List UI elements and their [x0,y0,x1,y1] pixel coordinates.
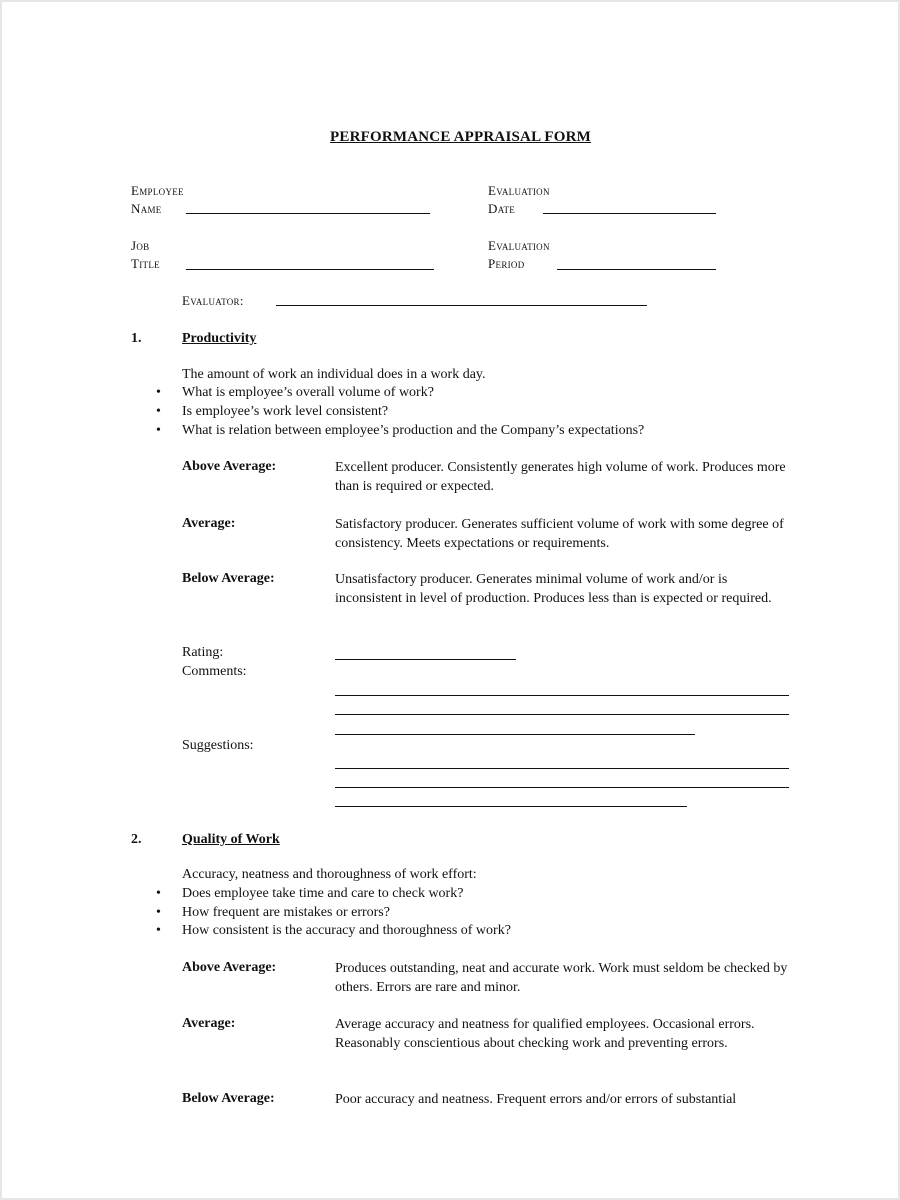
level-label-below-average: Below Average: [182,1091,275,1106]
evaluator-field[interactable] [276,305,647,306]
section-intro: Accuracy, neatness and thoroughness of work effort: [182,867,477,882]
level-desc-above-average: Excellent producer. Consistently generates high volume of work. Produces more than is required or expected. [335,460,786,494]
suggestions-line[interactable] [335,768,789,769]
employee-label-line2: Name [131,201,162,216]
evaluation-date-label-line1: Evaluation [488,183,550,198]
suggestions-line[interactable] [335,787,789,788]
level-desc-below-average: Poor accuracy and neatness. Frequent errors and/or errors of substantial [335,1092,737,1107]
level-label-above-average: Above Average: [182,960,277,975]
section-number: 2. [131,832,142,847]
comments-label: Comments: [182,664,247,679]
bullet-glyph: • [156,404,161,419]
evaluation-date-label-line2: Date [488,201,516,216]
employee-name-field[interactable] [186,213,430,214]
job-title-field[interactable] [186,269,434,270]
section-title-productivity: Productivity [182,331,257,346]
form-title: PERFORMANCE APPRAISAL FORM [330,129,592,145]
evaluation-period-field[interactable] [557,269,716,270]
rating-label: Rating: [182,645,224,660]
comments-line[interactable] [335,734,695,735]
evaluation-period-label-line1: Evaluation [488,238,550,253]
level-label-average: Average: [182,516,236,531]
comments-line[interactable] [335,695,789,696]
evaluation-period-label-line2: Period [488,256,525,271]
level-desc-average: Satisfactory producer. Generates sufficient volume of work with some degree of consistency. Meets expectations or requirements. [335,517,784,551]
bullet-glyph: • [156,905,161,920]
bullet-item: How frequent are mistakes or errors? [182,905,390,920]
bullet-item: How consistent is the accuracy and thoroughness of work? [182,923,511,938]
bullet-item: Does employee take time and care to check work? [182,886,464,901]
bullet-glyph: • [156,886,161,901]
suggestions-line[interactable] [335,806,687,807]
level-label-average: Average: [182,1016,236,1031]
section-title-quality-of-work: Quality of Work [182,832,280,847]
suggestions-label: Suggestions: [182,738,254,753]
evaluator-label: Evaluator: [182,293,244,308]
section-number: 1. [131,331,142,346]
evaluation-date-field[interactable] [543,213,716,214]
level-desc-average: Average accuracy and neatness for qualified employees. Occasional errors. Reasonably conscientious about checking work and preventing errors. [335,1017,755,1051]
level-desc-below-average: Unsatisfactory producer. Generates minimal volume of work and/or is inconsistent in level of production. Produces less than is expected or required. [335,572,772,606]
level-label-below-average: Below Average: [182,571,275,586]
bullet-glyph: • [156,385,161,400]
level-label-above-average: Above Average: [182,459,277,474]
employee-label-line1: Employee [131,183,184,198]
job-title-label-line2: Title [131,256,160,271]
comments-line[interactable] [335,714,789,715]
section-intro: The amount of work an individual does in a work day. [182,367,486,382]
bullet-item: What is employee’s overall volume of work? [182,385,434,400]
bullet-item: Is employee’s work level consistent? [182,404,389,419]
job-title-label-line1: Job [131,238,150,253]
level-desc-above-average: Produces outstanding, neat and accurate work. Work must seldom be checked by others. Errors are rare and minor. [335,961,788,995]
rating-field[interactable] [335,659,516,660]
bullet-glyph: • [156,423,161,438]
bullet-glyph: • [156,923,161,938]
bullet-item: What is relation between employee’s production and the Company’s expectations? [182,423,645,438]
